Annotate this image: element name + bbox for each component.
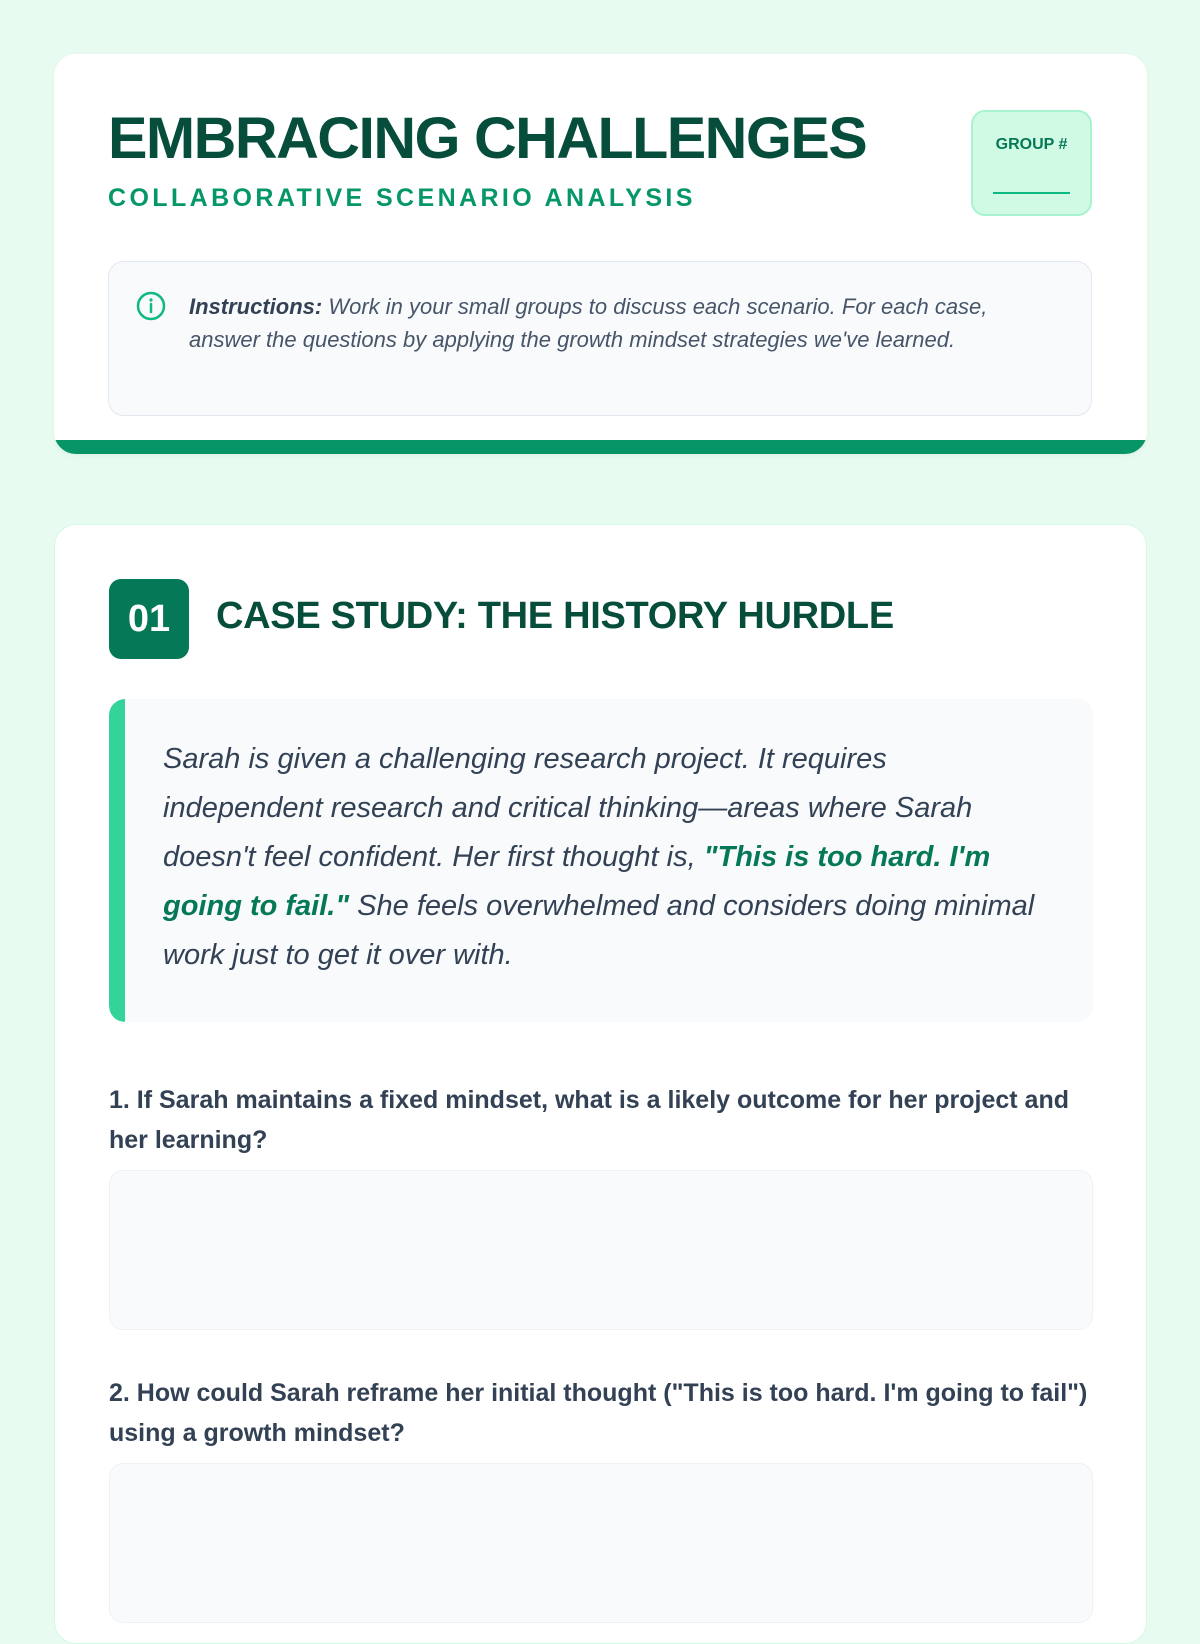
instructions-text — [189, 290, 1051, 356]
scenario-accent-bar — [109, 699, 125, 1022]
scenario-text-part2: She feels overwhelmed and considers doing minimal work just to get it over with. — [163, 890, 1035, 971]
group-number-input-line[interactable] — [993, 192, 1070, 194]
case-title: CASE STUDY: THE HISTORY HURDLE — [216, 595, 894, 637]
answer-field-2[interactable] — [109, 1463, 1093, 1623]
header-card — [54, 54, 1147, 454]
scenario-text-part1: Sarah is given a challenging research project. It requires independent research and critical thinking—areas where Sarah doesn't feel confident. Her first thought is, — [163, 743, 973, 873]
instructions-body: Work in your small groups to discuss each scenario. For each case, answer the questions by applying the growth mindset strategies we've learned. — [189, 294, 988, 352]
answer-field-1[interactable] — [109, 1170, 1093, 1330]
scenario-text — [163, 735, 1053, 980]
group-number-box[interactable] — [971, 110, 1092, 216]
instructions-box — [108, 261, 1092, 416]
scenario-quote: "This is too hard. I'm going to fail." — [163, 841, 991, 922]
header-accent-bar — [54, 440, 1147, 454]
question-2: 2. How could Sarah reframe her initial thought ("This is too hard. I'm going to fail") using a growth mindset? — [109, 1379, 1088, 1447]
page-title: EMBRACING CHALLENGES — [108, 106, 867, 171]
question-1: 1. If Sarah maintains a fixed mindset, what is a likely outcome for her project and her learning? — [109, 1086, 1069, 1154]
instructions-label: Instructions: — [189, 294, 323, 319]
case-number-badge: 01 — [109, 579, 189, 659]
group-number-label: GROUP # — [995, 136, 1068, 153]
case-study-card — [54, 524, 1147, 1644]
info-circle-icon — [135, 290, 167, 322]
scenario-box — [109, 699, 1093, 1022]
page-subtitle: COLLABORATIVE SCENARIO ANALYSIS — [108, 184, 696, 212]
